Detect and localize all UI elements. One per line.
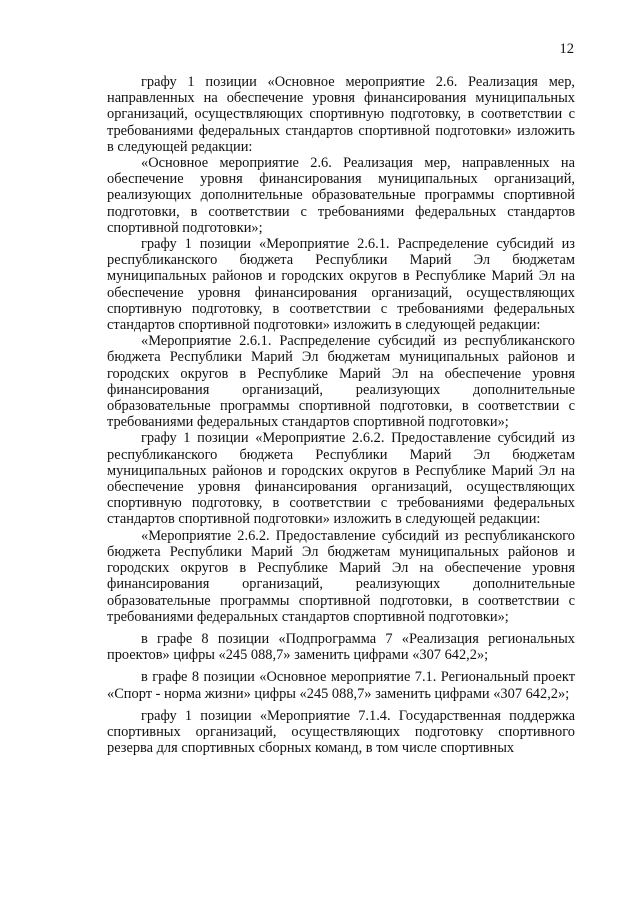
document-body xyxy=(107,74,575,756)
page-number: 12 xyxy=(559,41,574,57)
paragraph-5: графу 1 позиции «Мероприятие 2.6.2. Предоставление субсидий из республиканского бюджета Республики Марий Эл бюджетам муниципальных районов и городских округов в Республике Марий Эл на обеспечение уровня финансирования организаций, осуществляющих спортивную подготовку, в соответствии с требованиями федеральных стандартов спортивной подготовки» изложить в следующей редакции: xyxy=(107,430,575,528)
paragraph-4: «Мероприятие 2.6.1. Распределение субсидий из республиканского бюджета Республики Марий Эл бюджетам муниципальных районов и городских округов в Республике Марий Эл на обеспечение уровня финансирования организаций, реализующих дополнительные образовательные программы спортивной подготовки, в соответствии с требованиями федеральных стандартов спортивной подготовки»; xyxy=(107,333,575,431)
paragraph-1: графу 1 позиции «Основное мероприятие 2.6. Реализация мер, направленных на обеспечение уровня финансирования муниципальных организаций, осуществляющих спортивную подготовку, в соответствии с требованиями федеральных стандартов спортивной подготовки» изложить в следующей редакции: xyxy=(107,74,575,155)
paragraph-7: в графе 8 позиции «Подпрограмма 7 «Реализация региональных проектов» цифры «245 088,7» заменить цифрами «307 642,2»; xyxy=(107,630,575,664)
paragraph-6: «Мероприятие 2.6.2. Предоставление субсидий из республиканского бюджета Республики Марий Эл бюджетам муниципальных районов и городских округов в Республике Марий Эл на обеспечение уровня финансирования организаций, реализующих дополнительные образовательные программы спортивной подготовки, в соответствии с требованиями федеральных стандартов спортивной подготовки»; xyxy=(107,527,575,625)
paragraph-3: графу 1 позиции «Мероприятие 2.6.1. Распределение субсидий из республиканского бюджета Республики Марий Эл бюджетам муниципальных районов и городских округов в Республике Марий Эл на обеспечение уровня финансирования организаций, осуществляющих спортивную подготовку, в соответствии с требованиями федеральных стандартов спортивной подготовки» изложить в следующей редакции: xyxy=(107,236,575,334)
paragraph-8: в графе 8 позиции «Основное мероприятие 7.1. Региональный проект «Спорт - норма жизни» цифры «245 088,7» заменить цифрами «307 642,2»; xyxy=(107,669,575,702)
paragraph-9: графу 1 позиции «Мероприятие 7.1.4. Государственная поддержка спортивных организаций, осуществляющих подготовку спортивного резерва для спортивных сборных команд, в том числе спортивных xyxy=(107,707,575,757)
paragraph-2: «Основное мероприятие 2.6. Реализация мер, направленных на обеспечение уровня финансирования муниципальных организаций, реализующих дополнительные образовательные программы спортивной подготовки, в соответствии с требованиями федеральных стандартов спортивной подготовки»; xyxy=(107,155,575,236)
